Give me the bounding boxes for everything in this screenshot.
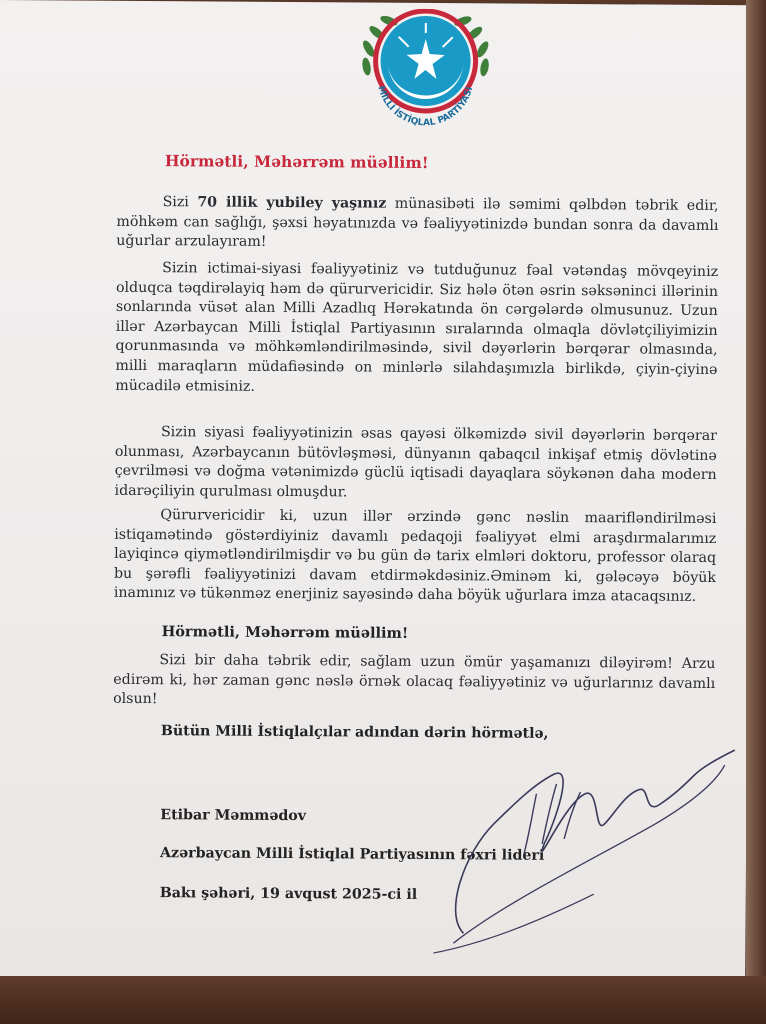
paragraph-3: Sizin siyasi fəaliyyətinizin əsas qayəsi ölkəmizdə sivil dəyərlərin bərqərar olunması, Azərbaycanın bütövləşməsi, dünyanın qabaqcıl inkişaf etmiş dövlətinə çevrilməsi və doğma vətənimizdə güclü iqtisadi dayaqlara söykənən daha modern idarəçiliyin qurulması olmuşdur.: [114, 424, 718, 501]
place-date: Bakı şəhəri, 19 avqust 2025-ci il: [159, 885, 418, 903]
closing-line: Bütün Milli İstiqlalçılar adından dərin hörmətlə,: [160, 723, 549, 742]
paragraph-4: Qürurvericidir ki, uzun illər ərzində gənc nəslin maarifləndirilməsi istiqamətində göstərdiyiniz davamlı pedaqoji fəaliyyət elmi araşdırmalarımız layiqincə qiymətləndirilmişdir və bu gün də tarix elmləri doktoru, professor olaraq bu şərəfli fəaliyyətinizi davam etdirməkdəsiniz.Əminəm ki, gələcəyə böyük inamınız və tükənməz enerjiniz sayəsində daha böyük uğurlara imza atacaqsınız.: [113, 507, 717, 606]
final-paragraph: Sizi bir daha təbrik edir, sağlam uzun ömür yaşamanızı diləyirəm! Arzu edirəm ki, hər zaman gənc nəslə örnək olacaq fəaliyyətiniz və uğurlarınız davamlı olsun!: [113, 652, 716, 708]
party-logo: [354, 8, 497, 141]
handwritten-signature: [423, 743, 745, 965]
paragraph-2: Sizin ictimai-siyasi fəaliyyətiniz və tutduğunuz fəal vətəndaş mövqeyiniz olduqca təqdirəlayiq həm də qürurvericidir. Siz hələ ötən əsrin səksəninci illərinin sonlarında vüsət alan Milli Azadlıq Hərəkatında ön cərgələrdə olmusunuz. Uzun illər Azərbaycan Milli İstiqlal Partiyasının sıralarında olmaqla dövlətçiliyimizin qorunmasında və möhkəmləndirilməsində, sivil dəyərlərin bərqərar olmasında, milli maraqların müdafiəsində on minlərlə silahdaşımızla birlikdə, çiyin-çiyinə mücadilə etmisiniz.: [115, 260, 719, 395]
signer-name: Etibar Məmmədov: [160, 807, 307, 825]
background-edge-bottom: [0, 976, 766, 1024]
signer-title: Azərbaycan Milli İstiqlal Partiyasının fəxri lideri: [159, 845, 545, 864]
paragraph-1-lead: Sizi: [162, 194, 198, 211]
party-name-text: MİLLİ İSTİQLAL PARTİYASI: [375, 85, 476, 129]
salutation-repeat: Hörmətli, Məhərrəm müəllim!: [161, 623, 409, 642]
background-edge-right: [746, 0, 766, 1024]
paragraph-1: [116, 193, 718, 256]
paragraph-1-rest: münasibəti ilə səmimi qəlbdən təbrik edir, möhkəm can sağlığı, şəxsi həyatınızda və fəaliyyətinizdə bundan sonra da davamlı uğurlar arzulayıram!: [116, 195, 719, 251]
salutation: Hörmətli, Məhərrəm müəllim!: [164, 151, 429, 172]
paragraph-1-emphasis: 70 illik yubiley yaşınız: [197, 194, 387, 212]
